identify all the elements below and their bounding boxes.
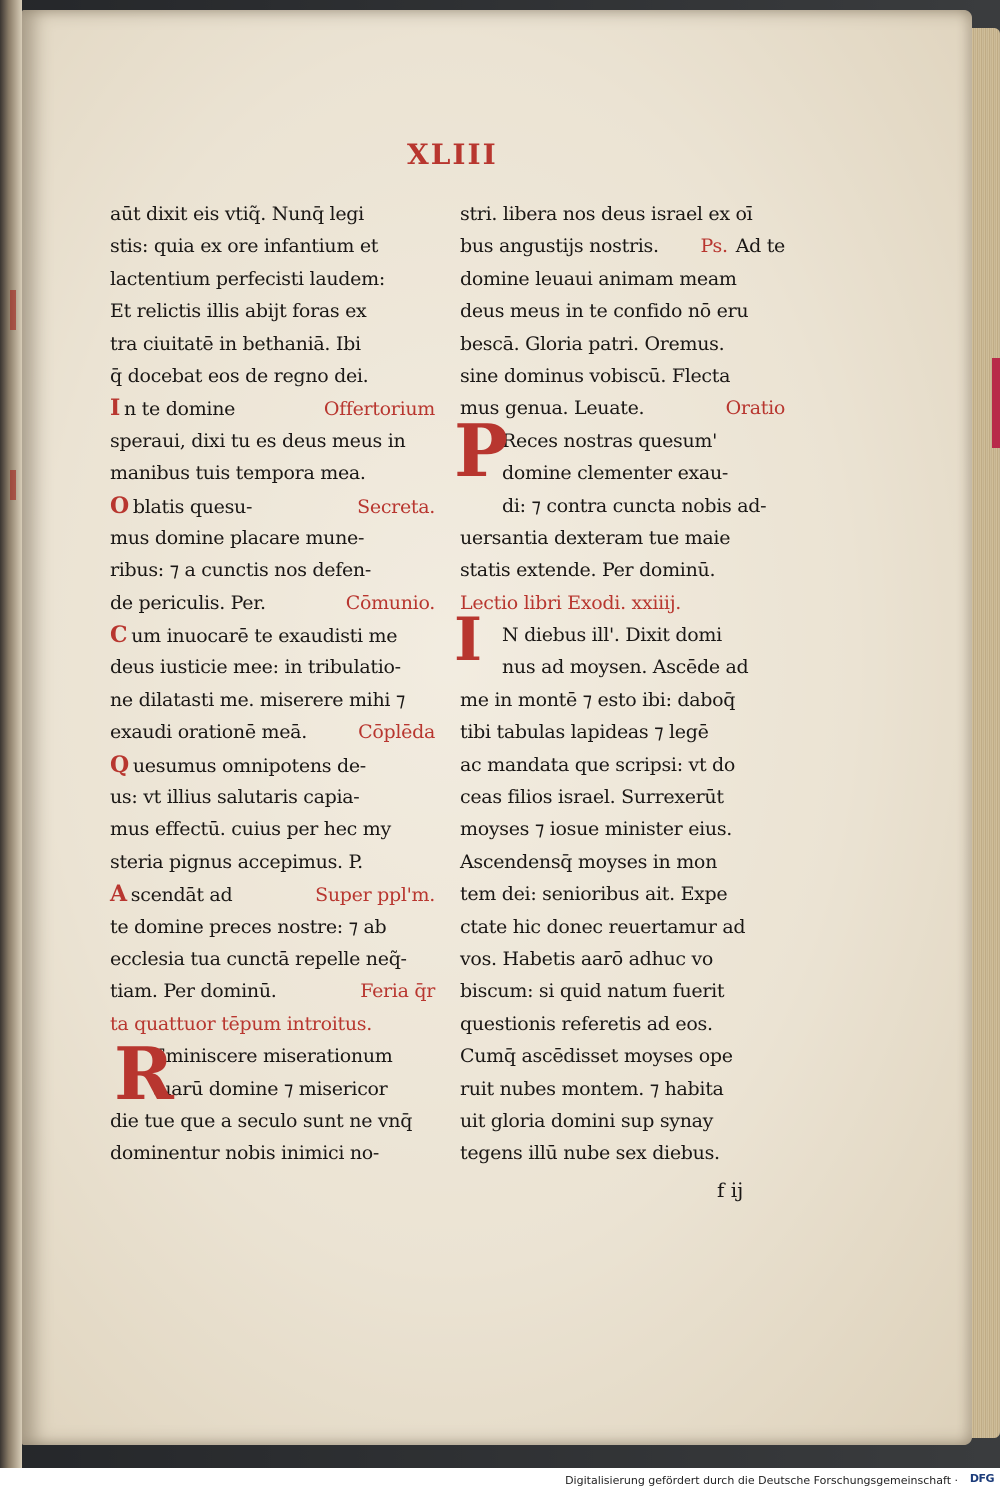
rubric-label: Super ppl'm. bbox=[315, 884, 435, 907]
line-text: ruit nubes montem. ⁊ habita bbox=[460, 1077, 724, 1100]
rubric-label: Offertorium bbox=[323, 398, 435, 421]
rubric-label: Ps. bbox=[700, 235, 728, 258]
line-text: vos. Habetis aarō adhuc vo bbox=[460, 947, 714, 970]
text-line bbox=[460, 1073, 785, 1105]
text-line bbox=[460, 522, 785, 554]
line-text: me in montē ⁊ esto ibi: daboq̄ bbox=[460, 688, 736, 711]
text-line bbox=[460, 749, 785, 781]
text-line bbox=[110, 749, 435, 781]
text-line bbox=[110, 263, 435, 295]
line-text: lactentium perfecisti laudem: bbox=[110, 267, 385, 290]
line-text: mus genua. Leuate. bbox=[460, 397, 645, 420]
text-line bbox=[460, 684, 785, 716]
text-line bbox=[110, 230, 435, 262]
funding-notice: Digitalisierung gefördert durch die Deutsche Forschungsgemeinschaft · bbox=[565, 1474, 958, 1487]
book-page bbox=[22, 10, 972, 1445]
text-line bbox=[460, 328, 785, 360]
text-line bbox=[460, 1105, 785, 1137]
line-text: deus meus in te confido nō eru bbox=[460, 300, 749, 323]
line-text: exaudi orationē meā. bbox=[110, 721, 307, 744]
text-line bbox=[110, 943, 435, 975]
text-line bbox=[460, 295, 785, 327]
dfg-logo: DFG bbox=[969, 1472, 994, 1485]
line-text: tiam. Per dominū. bbox=[110, 980, 277, 1003]
rubric-label: Cōplēda bbox=[358, 721, 435, 744]
text-line bbox=[460, 911, 785, 943]
text-line bbox=[460, 651, 785, 683]
line-text: questionis referetis ad eos. bbox=[460, 1012, 713, 1035]
line-text: bescā. Gloria patri. Oremus. bbox=[460, 332, 725, 355]
line-text: n te domine bbox=[124, 398, 236, 421]
line-text: biscum: si quid natum fuerit bbox=[460, 980, 725, 1003]
text-line bbox=[110, 781, 435, 813]
text-line bbox=[460, 425, 785, 457]
line-text: stis: quia ex ore infantium et bbox=[110, 235, 379, 258]
text-line bbox=[460, 263, 785, 295]
rubric-label: Cōmunio. bbox=[345, 591, 435, 614]
rubric-label: Secreta. bbox=[357, 495, 435, 518]
rubric-initial: C bbox=[110, 622, 128, 649]
line-text: tra ciuitatē in bethaniā. Ibi bbox=[110, 332, 361, 355]
bookmark-ribbon bbox=[992, 358, 1000, 448]
text-line bbox=[460, 554, 785, 586]
text-line bbox=[460, 716, 785, 748]
line-text: us: vt illius salutaris capia- bbox=[110, 786, 360, 809]
rubric-initial: A bbox=[110, 881, 127, 908]
line-text: Ascendensq̄ moyses in mon bbox=[460, 850, 718, 873]
previous-page-edge bbox=[0, 0, 22, 1468]
text-line bbox=[110, 328, 435, 360]
line-text: aūt dixit eis vtiq̃. Nunq̄ legi bbox=[110, 203, 364, 225]
rubric-initial: Q bbox=[110, 751, 129, 778]
line-text: Cumq̄ ascēdisset moyses ope bbox=[460, 1045, 733, 1068]
text-line bbox=[460, 975, 785, 1007]
line-text: mus domine placare mune- bbox=[110, 526, 365, 549]
text-line bbox=[460, 230, 785, 262]
line-text: ctate hic donec reuertamur ad bbox=[460, 915, 746, 938]
text-line bbox=[110, 1137, 435, 1169]
rubric-trace bbox=[10, 290, 16, 330]
text-line bbox=[460, 943, 785, 975]
line-text: Reces nostras quesum' bbox=[502, 429, 718, 452]
line-text: tem dei: senioribus ait. Expe bbox=[460, 883, 728, 906]
text-line bbox=[110, 554, 435, 586]
line-text: ne dilatasti me. miserere mihi ⁊ bbox=[110, 688, 406, 711]
text-line bbox=[110, 198, 435, 230]
line-text: sine dominus vobiscū. Flecta bbox=[460, 364, 731, 387]
folio-number: XLIII bbox=[407, 138, 498, 171]
line-text: statis extende. Per dominū. bbox=[460, 559, 716, 582]
line-text: tegens illū nube sex diebus. bbox=[460, 1142, 720, 1165]
text-line bbox=[110, 846, 435, 878]
text-line bbox=[110, 490, 435, 522]
right-text-column bbox=[460, 198, 785, 1170]
line-text: de periculis. Per. bbox=[110, 591, 266, 614]
line-text: uit gloria domini sup synay bbox=[460, 1109, 714, 1132]
text-line bbox=[110, 684, 435, 716]
rubric-trace bbox=[10, 470, 16, 500]
line-text: moyses ⁊ iosue minister eius. bbox=[460, 818, 733, 841]
text-line bbox=[460, 392, 785, 424]
line-text: dominentur nobis inimici no- bbox=[110, 1142, 380, 1165]
line-text: N diebus ill'. Dixit domi bbox=[502, 624, 722, 647]
rubric-label: Feria q̄r bbox=[360, 980, 435, 1003]
text-line bbox=[460, 457, 785, 489]
text-line bbox=[110, 522, 435, 554]
line-text: uesumus omnipotens de- bbox=[132, 754, 366, 777]
rubric-initial: I bbox=[110, 395, 120, 422]
text-line bbox=[110, 878, 435, 910]
text-line bbox=[460, 198, 785, 230]
text-line bbox=[460, 1137, 785, 1169]
text-line bbox=[460, 813, 785, 845]
line-text: steria pignus accepimus. P. bbox=[110, 850, 363, 873]
line-text: Eminiscere miserationum bbox=[152, 1045, 393, 1068]
left-text-column bbox=[110, 198, 435, 1170]
line-text: um inuocarē te exaudisti me bbox=[131, 625, 398, 648]
text-line bbox=[460, 781, 785, 813]
line-text: uersantia dexteram tue maie bbox=[460, 526, 731, 549]
line-text: scendāt ad bbox=[130, 884, 233, 907]
footer-bar bbox=[0, 1468, 1000, 1492]
text-line bbox=[460, 490, 785, 522]
text-line bbox=[110, 587, 435, 619]
line-text: ribus: ⁊ a cunctis nos defen- bbox=[110, 559, 371, 582]
line-text: te domine preces nostre: ⁊ ab bbox=[110, 915, 387, 938]
decorated-initial: R bbox=[114, 1031, 174, 1116]
text-line bbox=[460, 587, 785, 619]
line-text: stri. libera nos deus israel ex oī bbox=[460, 203, 753, 225]
text-line bbox=[110, 651, 435, 683]
text-line bbox=[460, 1008, 785, 1040]
text-line bbox=[110, 911, 435, 943]
line-text: tuarū domine ⁊ misericor bbox=[152, 1077, 388, 1100]
text-line bbox=[460, 1040, 785, 1072]
line-text: deus iusticie mee: in tribulatio- bbox=[110, 656, 401, 679]
line-text: mus effectū. cuius per hec my bbox=[110, 818, 391, 841]
line-text: nus ad moysen. Ascēde ad bbox=[502, 656, 749, 679]
line-text: speraui, dixi tu es deus meus in bbox=[110, 429, 406, 452]
line-text: q̄ docebat eos de regno dei. bbox=[110, 364, 369, 387]
line-text: manibus tuis tempora mea. bbox=[110, 462, 366, 485]
signature-mark: f ij bbox=[717, 1178, 744, 1202]
rubric-heading: Lectio libri Exodi. xxiiij. bbox=[460, 591, 682, 614]
text-line bbox=[110, 360, 435, 392]
line-text: ac mandata que scripsi: vt do bbox=[460, 753, 736, 776]
decorated-initial: I bbox=[454, 605, 483, 675]
line-text: bus angustijs nostris. bbox=[460, 235, 659, 258]
text-line bbox=[110, 295, 435, 327]
line-text: Et relictis illis abijt foras ex bbox=[110, 300, 367, 323]
decorated-initial: P bbox=[454, 408, 509, 493]
text-line bbox=[460, 846, 785, 878]
text-line bbox=[110, 975, 435, 1007]
line-text: blatis quesu- bbox=[132, 495, 253, 518]
line-text: di: ⁊ contra cuncta nobis ad- bbox=[502, 494, 767, 517]
line-text: domine leuaui animam meam bbox=[460, 267, 737, 290]
text-line bbox=[110, 716, 435, 748]
text-line bbox=[460, 360, 785, 392]
rubric-label: Oratio bbox=[725, 397, 785, 420]
text-line bbox=[110, 619, 435, 651]
rubric-initial: O bbox=[110, 492, 129, 519]
line-text: ceas filios israel. Surrexerūt bbox=[460, 786, 724, 809]
text-line bbox=[460, 619, 785, 651]
line-text: ecclesia tua cunctā repelle neq̃- bbox=[110, 947, 407, 970]
text-line bbox=[110, 457, 435, 489]
text-line bbox=[110, 813, 435, 845]
line-text-tail: Ad te bbox=[735, 235, 785, 258]
text-line bbox=[110, 392, 435, 424]
rubric-heading: ta quattuor tēpum introitus. bbox=[110, 1012, 372, 1035]
line-text: die tue que a seculo sunt ne vnq̄ bbox=[110, 1109, 413, 1132]
line-text: tibi tabulas lapideas ⁊ legē bbox=[460, 721, 709, 744]
text-line bbox=[460, 878, 785, 910]
line-text: domine clementer exau- bbox=[502, 462, 729, 485]
text-line bbox=[110, 425, 435, 457]
